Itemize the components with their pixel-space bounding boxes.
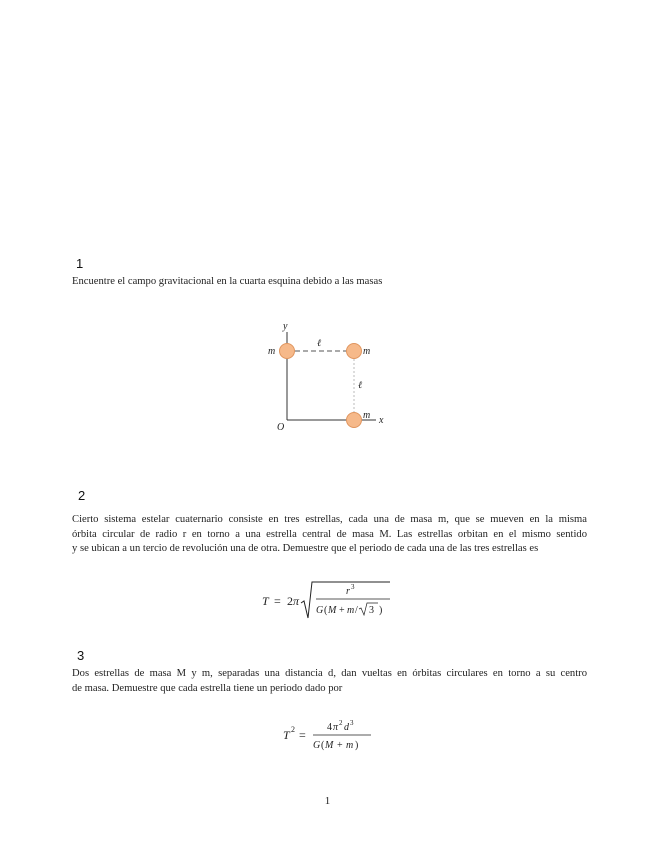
svg-text:=: = xyxy=(299,728,306,742)
problem-2-line-3: y se ubican a un tercio de revolución una de otra. Demuestre que el periodo de cada una de las tres estrellas es xyxy=(72,543,539,554)
svg-text:M: M xyxy=(328,605,337,616)
top-side-label: ℓ xyxy=(317,338,322,349)
right-side-label: ℓ xyxy=(358,380,363,391)
svg-text:(: ( xyxy=(324,605,328,616)
svg-text:=: = xyxy=(274,594,281,608)
svg-text:G: G xyxy=(313,740,321,751)
svg-text:/: / xyxy=(355,605,358,616)
problem-3-number: 3 xyxy=(77,648,85,663)
svg-text:4: 4 xyxy=(327,722,332,733)
svg-text:+: + xyxy=(339,605,345,616)
mass-bottom-right xyxy=(347,413,362,428)
svg-text:2: 2 xyxy=(287,594,293,608)
svg-text:m: m xyxy=(347,605,355,616)
problem-2-text xyxy=(72,513,587,557)
svg-text:): ) xyxy=(355,740,359,751)
problem-3-text xyxy=(72,667,587,696)
svg-text:T: T xyxy=(283,728,290,742)
mass-top-right-label: m xyxy=(363,346,371,357)
svg-text:d: d xyxy=(344,722,349,733)
svg-text:G: G xyxy=(316,605,324,616)
svg-text:): ) xyxy=(379,605,383,616)
mass-bottom-right-label: m xyxy=(363,410,371,421)
svg-text:+: + xyxy=(337,740,343,751)
equation-period-binary xyxy=(283,719,378,753)
problem-2-line-1: Cierto sistema estelar cuaternario consiste en tres estrellas, cada una de masa m, que se mueven en la misma xyxy=(72,514,587,525)
svg-text:(: ( xyxy=(321,740,325,751)
svg-text:2: 2 xyxy=(291,725,295,734)
svg-text:3: 3 xyxy=(350,719,354,727)
problem-1-text: Encuentre el campo gravitacional en la cuarta esquina debido a las masas xyxy=(72,276,383,287)
problem-3-line-2: de masa. Demuestre que cada estrella tiene un periodo dado por xyxy=(72,682,343,694)
svg-text:3: 3 xyxy=(351,583,355,591)
svg-text:T: T xyxy=(262,594,269,608)
y-axis-label: y xyxy=(283,321,288,332)
mass-top-left xyxy=(280,344,295,359)
origin-label: O xyxy=(277,422,285,433)
mass-top-left-label: m xyxy=(268,346,276,357)
problem-3-line-1: Dos estrellas de masa M y m, separadas una distancia d, dan vueltas en órbitas circulares en torno a su centro xyxy=(72,668,587,679)
svg-text:2: 2 xyxy=(339,719,343,727)
page-number: 1 xyxy=(324,795,331,807)
svg-text:3: 3 xyxy=(369,605,374,616)
svg-text:r: r xyxy=(346,586,350,597)
x-axis-label: x xyxy=(379,415,384,426)
mass-top-right xyxy=(347,344,362,359)
problem-2-number: 2 xyxy=(78,488,86,503)
svg-text:M: M xyxy=(325,740,334,751)
equation-period-quaternary xyxy=(262,580,397,624)
svg-text:m: m xyxy=(346,740,354,751)
svg-text:π: π xyxy=(293,594,300,608)
problem-1-number: 1 xyxy=(76,256,84,271)
problem-2-line-2: órbita circular de radio r en torno a una estrella central de masa M. Las estrellas orbitan en el mismo sentido xyxy=(72,528,587,540)
svg-text:π: π xyxy=(333,722,339,733)
